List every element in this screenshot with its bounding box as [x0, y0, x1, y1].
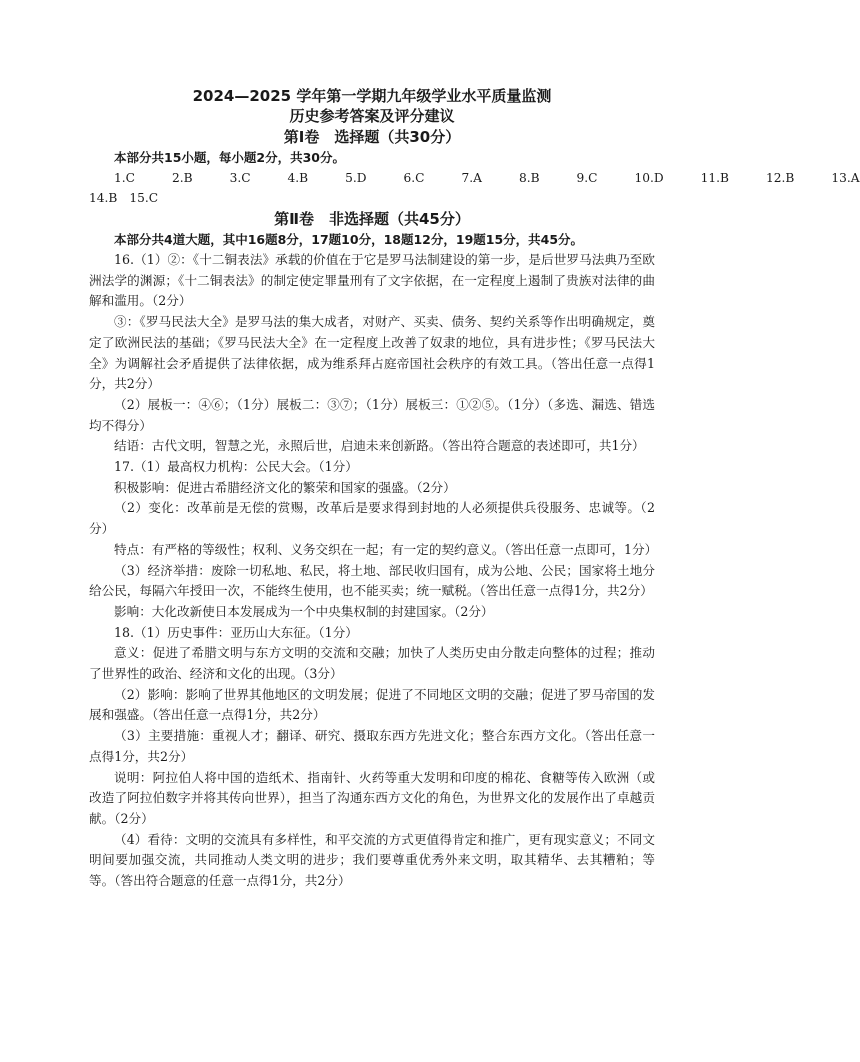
choice-answer: 3.C: [229, 171, 251, 185]
choice-answer: 8.B: [518, 171, 540, 185]
answer-body: [89, 250, 658, 892]
part2-heading: 第Ⅱ卷 非选择题（共45分）: [274, 210, 470, 228]
choice-answer: 6.C: [403, 171, 425, 185]
part1-heading: 第Ⅰ卷 选择题（共30分）: [283, 128, 461, 146]
answer-paragraph: ③：《罗马民法大全》是罗马法的集大成者，对财产、买卖、债务、契约关系等作出明确规定，奠定了欧洲民法的基础；《罗马民法大全》在一定程度上改善了奴隶的地位，具有进步性；《罗马民法大全》为调解社会矛盾提供了法律依据，成为维系拜占庭帝国社会秩序的有效工具。（答出任意一点得1分，共2分）: [89, 314, 655, 392]
answer-paragraph: （2）影响：影响了世界其他地区的文明发展；促进了不同地区文明的交融；促进了罗马帝国的发展和强盛。（答出任意一点得1分，共2分）: [89, 686, 655, 723]
answer-paragraph: （2）变化：改革前是无偿的赏赐，改革后是要求得到封地的人必须提供兵役服务、忠诚等。（2分）: [89, 500, 655, 537]
answer-paragraph: 16.（1）②：《十二铜表法》承载的价值在于它是罗马法制建设的第一步，是后世罗马法典乃至欧洲法学的渊源；《十二铜表法》的制定使定罪量刑有了文字依据，在一定程度上遏制了贵族对法律的曲解和滥用。（2分）: [89, 252, 655, 309]
choice-answer: 5.D: [345, 171, 367, 185]
answer-paragraph: 积极影响：促进古希腊经济文化的繁荣和国家的强盛。（2分）: [114, 479, 456, 495]
choice-answer: 9.C: [576, 171, 598, 185]
answer-paragraph: 意义：促进了希腊文明与东方文明的交流和交融；加快了人类历史由分散走向整体的过程；推动了世界性的政治、经济和文化的出现。（3分）: [89, 645, 655, 682]
choice-answer: 10.D: [634, 171, 664, 185]
choice-answer: 2.B: [171, 171, 193, 185]
choice-answer: 7.A: [461, 171, 482, 185]
document-title: 2024—2025 学年第一学期九年级学业水平质量监测: [192, 87, 552, 105]
answer-paragraph: （3）主要措施：重视人才；翻译、研究、摄取东西方先进文化；整合东西方文化。（答出任意一点得1分，共2分）: [89, 728, 655, 764]
answer-paragraph: 17.（1）最高权力机构：公民大会。（1分）: [114, 459, 358, 475]
document-subtitle: 历史参考答案及评分建议: [289, 107, 455, 125]
answer-paragraph: 影响：大化改新使日本发展成为一个中央集权制的封建国家。（2分）: [114, 603, 494, 619]
answer-paragraph: （4）看待：文明的交流具有多样性，和平交流的方式更值得肯定和推广，更有现实意义；不同文明间要加强交流，共同推动人类文明的进步；我们要尊重优秀外来文明，取其精华、去其糟粕；等等。（答出符合题意的任意一点得1分，共2分）: [89, 831, 655, 889]
choice-answer: 14.B: [89, 191, 118, 205]
choice-answer-list: [89, 168, 860, 208]
answer-paragraph: 说明：阿拉伯人将中国的造纸术、指南针、火药等重大发明和印度的棉花、食糖等传入欧洲（或改造了阿拉伯数字并将其传向世界），担当了沟通东西方文化的角色，为世界文化的发展作出了卓越贡献。（2分）: [89, 769, 655, 826]
part2-intro: 本部分共4道大题，其中16题8分，17题10分，18题12分，19题15分，共45分。: [114, 232, 584, 247]
choice-answer: 12.B: [766, 171, 795, 185]
answer-sheet-page: [89, 86, 860, 892]
part1-intro: 本部分共15小题，每小题2分，共30分。: [114, 150, 345, 165]
answer-row: [89, 168, 860, 188]
answer-paragraph: 特点：有严格的等级性；权利、义务交织在一起；有一定的契约意义。（答出任意一点即可，1分）: [114, 541, 658, 557]
answer-paragraph: 18.（1）历史事件：亚历山大东征。（1分）: [114, 624, 358, 640]
choice-answer: 15.C: [129, 191, 159, 205]
choice-answer: 4.B: [287, 171, 309, 185]
answer-paragraph: （2）展板一：④⑥；（1分）展板二：③⑦；（1分）展板三：①②⑤。（1分）（多选、漏选、错选均不得分）: [89, 396, 655, 433]
answer-paragraph: 结语：古代文明，智慧之光，永照后世，启迪未来创新路。（答出符合题意的表述即可，共1分）: [114, 438, 645, 454]
choice-answer: 11.B: [700, 171, 729, 185]
answer-row: [89, 188, 655, 208]
choice-answer: 1.C: [114, 171, 135, 185]
answer-paragraph: （3）经济举措：废除一切私地、私民，将土地、部民收归国有，成为公地、公民；国家将土地分给公民，每隔六年授田一次，不能终生使用，也不能买卖；统一赋税。（答出任意一点得1分，共2分）: [89, 562, 655, 599]
choice-answer: 13.A: [831, 171, 860, 185]
